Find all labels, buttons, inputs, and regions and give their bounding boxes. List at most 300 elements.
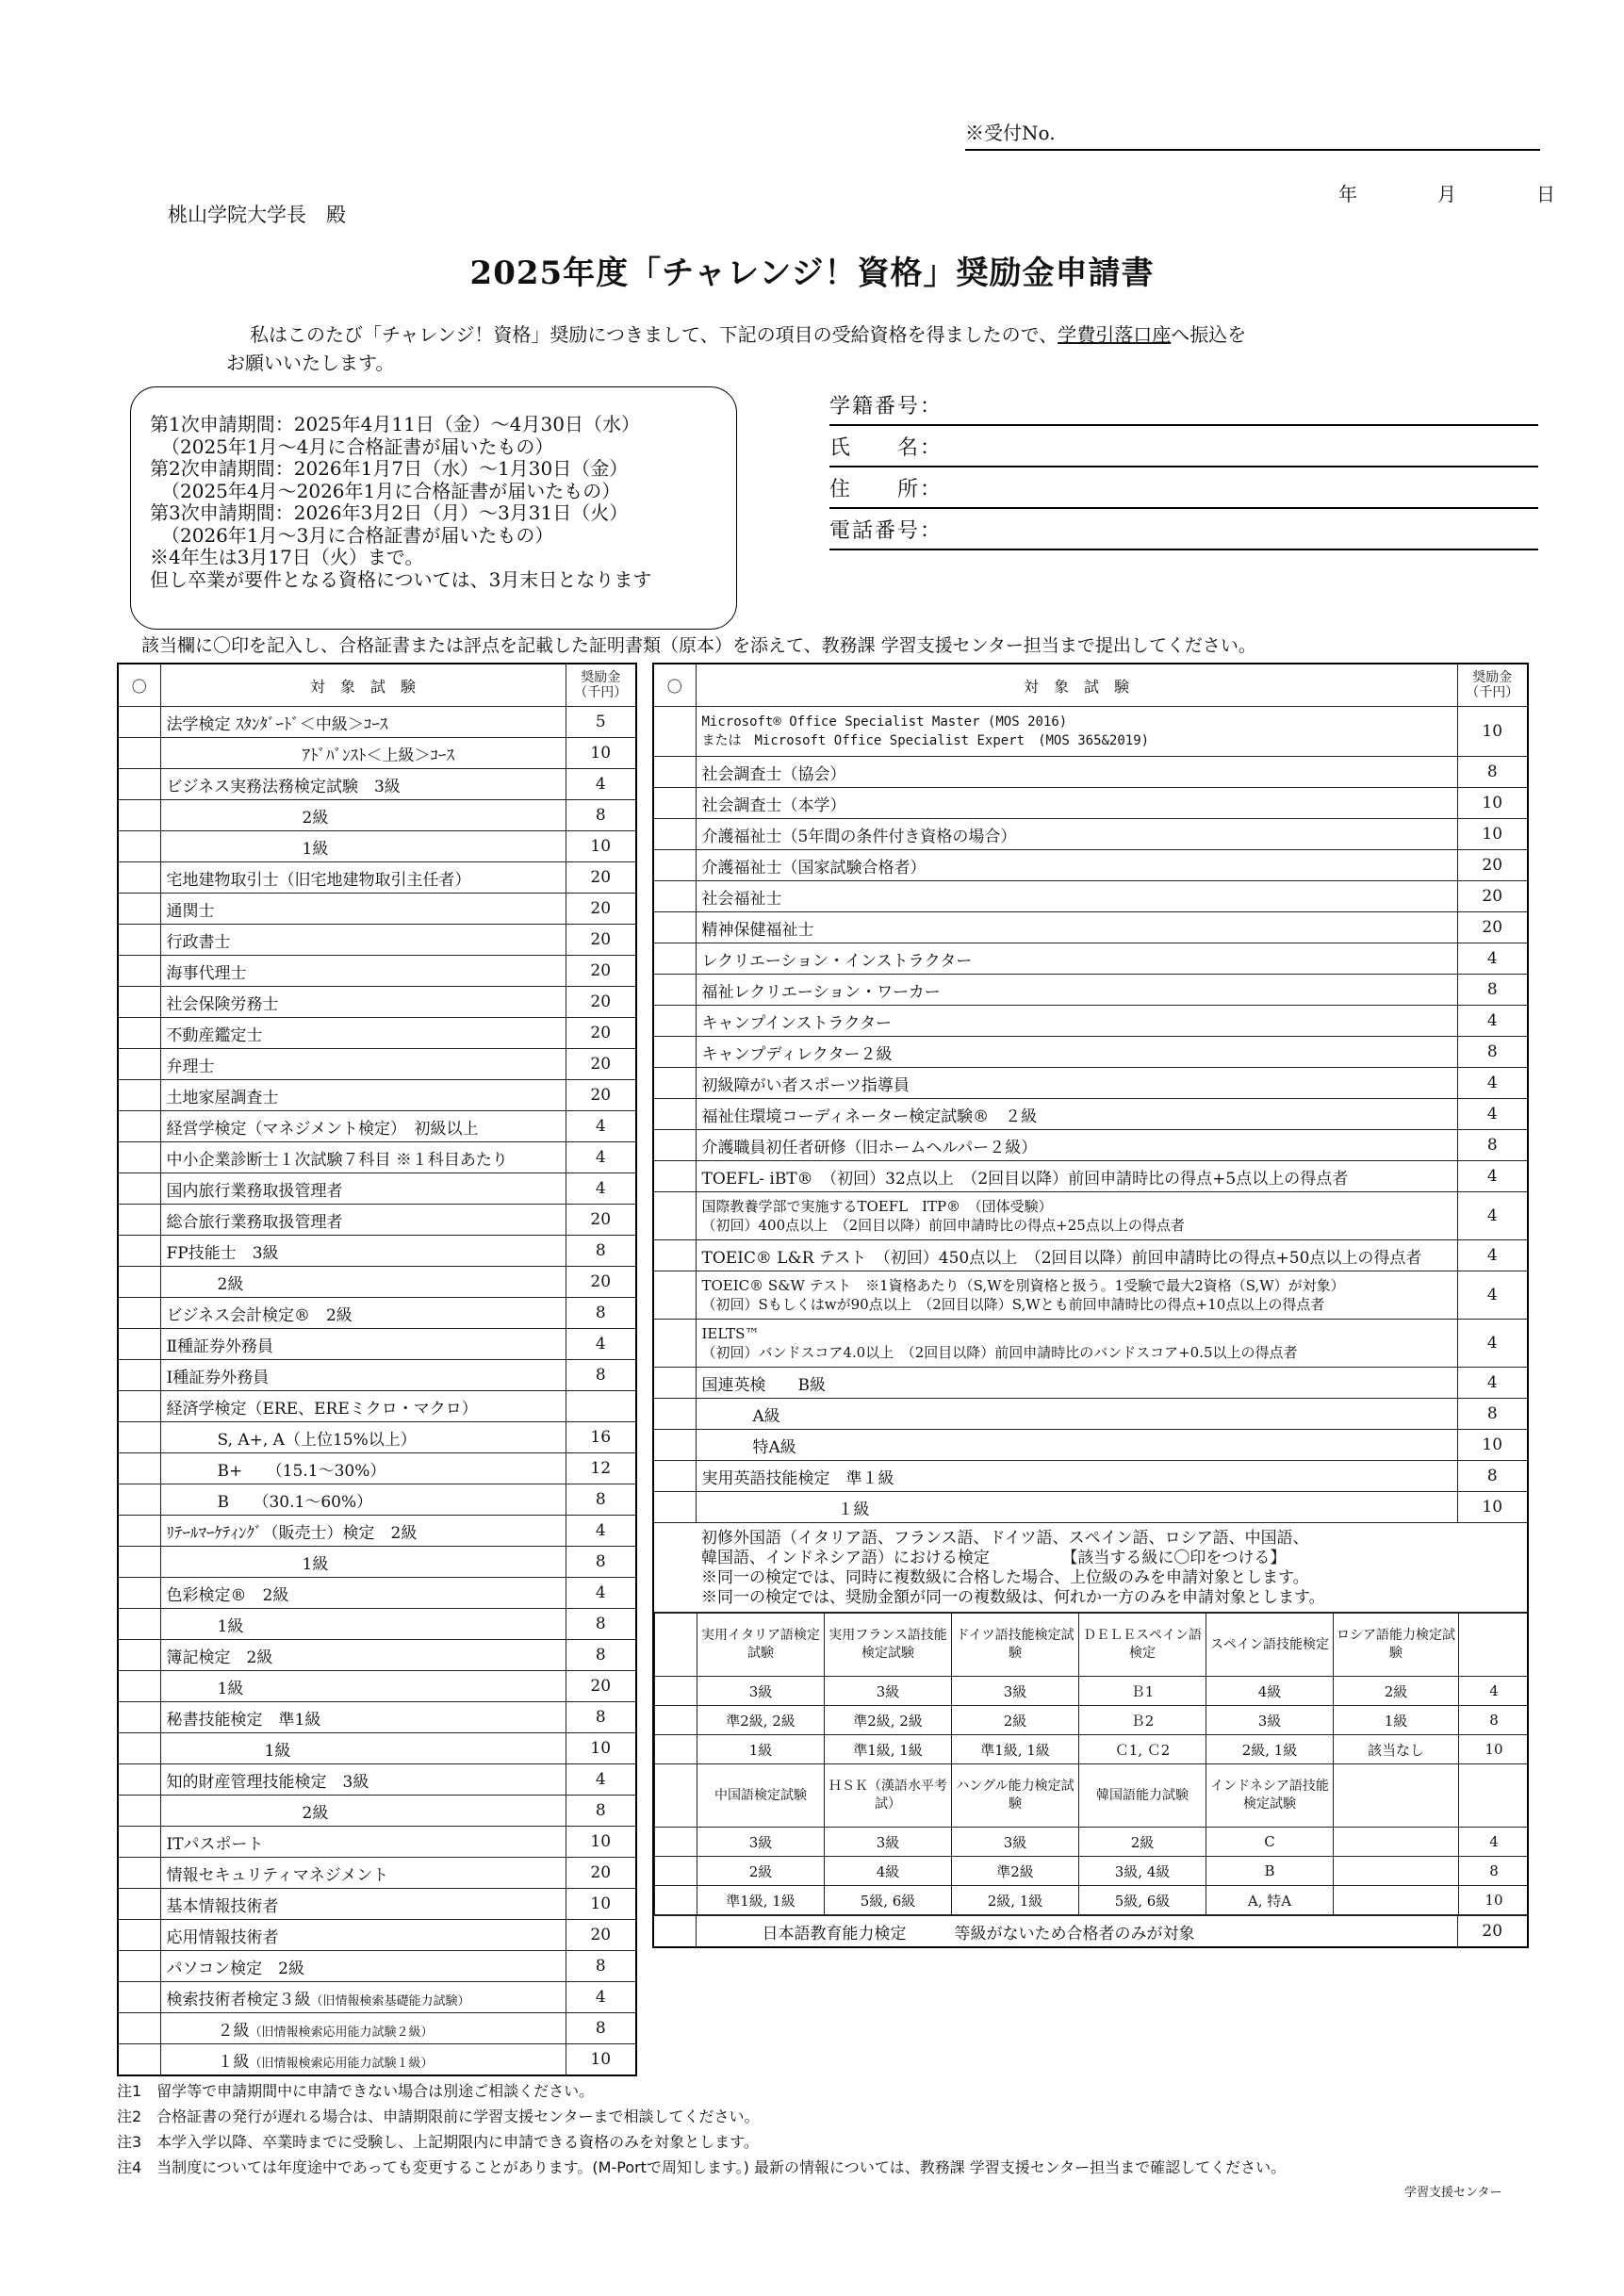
circle-cell[interactable] <box>118 1205 160 1236</box>
circle-cell[interactable] <box>653 1006 696 1037</box>
language-level-cell[interactable]: 2級 <box>1079 1828 1206 1857</box>
grid-spacer <box>655 1886 697 1915</box>
exam-name-text: 2級 <box>302 1803 329 1823</box>
language-level-cell[interactable]: Ｃ1, Ｃ2 <box>1079 1735 1206 1764</box>
prize-amount: 8 <box>1457 1037 1528 1068</box>
period-3: 第3次申請期間：2026年3月2日（月）～3月31日（火） <box>150 501 629 524</box>
exam-row <box>653 1368 1528 1399</box>
exam-name <box>160 1298 566 1329</box>
circle-cell[interactable] <box>653 1271 696 1320</box>
language-level-row <box>655 1886 1529 1915</box>
circle-cell[interactable] <box>653 1037 696 1068</box>
receipt-label: ※受付No. <box>965 122 1056 144</box>
exam-name-text: 経済学検定（ERE、EREミクロ・マクロ） <box>166 1399 478 1419</box>
language-header-row <box>655 1614 1529 1677</box>
exam-name-line-1: TOEIC® S&W テスト ※1資格あたり（S,Wを別資格と扱う。1受験で最大2資格（S,W）が対象） <box>701 1277 1345 1294</box>
exam-row <box>118 1547 636 1578</box>
language-level-cell[interactable]: Ｂ1 <box>1079 1677 1206 1706</box>
exam-name <box>160 1205 566 1236</box>
exam-name-text: Ⅱ種証券外務員 <box>166 1337 274 1356</box>
exam-name <box>696 943 1457 975</box>
exam-name-text: 海事代理士 <box>166 963 247 983</box>
exam-name <box>696 1130 1457 1161</box>
circle-cell[interactable] <box>118 1547 160 1578</box>
language-intro-line: ※同一の検定では、奨励金額が同一の複数級は、何れか一方のみを申請対象とします。 <box>701 1588 1325 1607</box>
grid-spacer <box>655 1706 697 1735</box>
exam-row <box>653 819 1528 850</box>
language-exam-header: ロシア語能力検定試験 <box>1334 1614 1459 1677</box>
language-level-cell[interactable]: 5級, 6級 <box>825 1886 952 1915</box>
prize-amount: 10 <box>566 738 636 769</box>
prize-amount: 20 <box>566 1671 636 1702</box>
tuition-account-text: 学費引落口座 <box>1058 323 1172 346</box>
intro-text <box>226 320 1433 377</box>
language-exam-header: インドネシア語技能検定試験 <box>1206 1764 1334 1828</box>
language-level-row <box>655 1677 1529 1706</box>
exam-name <box>696 1099 1457 1130</box>
exam-row <box>118 1484 636 1516</box>
grid-spacer <box>655 1614 697 1677</box>
prize-amount: 8 <box>566 1951 636 1982</box>
exam-row <box>653 1320 1528 1368</box>
circle-cell[interactable] <box>653 912 696 943</box>
exam-row <box>118 1920 636 1951</box>
exam-name-text: 色彩検定® 2級 <box>166 1585 289 1605</box>
exam-row <box>653 1492 1528 1523</box>
right-exam-table <box>652 663 1529 1948</box>
date-field <box>1338 179 1555 206</box>
language-level-cell[interactable]: 4級 <box>825 1857 952 1886</box>
circle-cell[interactable] <box>653 1240 696 1271</box>
prize-amount: 4 <box>1457 1099 1528 1130</box>
language-level-cell[interactable]: C <box>1206 1828 1334 1857</box>
circle-cell[interactable] <box>118 738 160 769</box>
prize-amount: 20 <box>566 1267 636 1298</box>
circle-cell[interactable] <box>118 1920 160 1951</box>
language-exam-header: 韓国語能力試験 <box>1079 1764 1206 1828</box>
language-level-cell[interactable]: 2級, 1級 <box>1206 1735 1334 1764</box>
prize-amount: 4 <box>1459 1828 1529 1857</box>
circle-cell[interactable] <box>118 1951 160 1982</box>
prize-column-header <box>1457 664 1528 707</box>
period-2: 第2次申請期間：2026年1月7日（水）～1月30日（金） <box>150 457 629 480</box>
language-level-cell[interactable]: 準1級, 1級 <box>697 1886 825 1915</box>
exam-name: 日本語教育能力検定 等級がないため合格者のみが対象 <box>696 1916 1457 1948</box>
language-level-cell[interactable]: 準1級, 1級 <box>825 1735 952 1764</box>
exam-name-text: ビジネス会計検定® 2級 <box>166 1305 353 1325</box>
exam-name-text: ２級 <box>217 2021 250 2041</box>
exam-row <box>653 1037 1528 1068</box>
note-2: 注2 合格証書の発行が遅れる場合は、申請期限前に学習支援センターまで相談してください。 <box>117 2107 760 2125</box>
circle-cell[interactable] <box>118 1049 160 1080</box>
exam-name-text: 介護福祉士（国家試験合格者） <box>701 858 927 877</box>
exam-name-line-2: または Microsoft Office Specialist Expert (MOS 365&2019) <box>701 733 1150 748</box>
name-field[interactable] <box>829 426 1538 467</box>
exam-name <box>160 1422 566 1453</box>
language-level-cell[interactable]: 2級, 1級 <box>952 1886 1079 1915</box>
prize-amount: 20 <box>566 1858 636 1889</box>
circle-cell[interactable] <box>653 943 696 975</box>
language-level-cell[interactable]: 3級 <box>697 1677 825 1706</box>
language-intro-line: ※同一の検定では、同時に複数級に合格した場合、上位級のみを申請対象とします。 <box>701 1568 1309 1587</box>
exam-name-text: 簿記検定 2級 <box>166 1648 273 1667</box>
circle-cell[interactable] <box>118 1858 160 1889</box>
circle-cell[interactable] <box>653 975 696 1006</box>
circle-cell[interactable] <box>653 707 696 757</box>
circle-cell[interactable] <box>118 956 160 987</box>
circle-cell[interactable] <box>118 1236 160 1267</box>
exam-row <box>653 1461 1528 1492</box>
circle-cell[interactable] <box>118 1484 160 1516</box>
exam-name-line-1: 国際教養学部で実施するTOEFL ITP® （団体受験） <box>701 1198 1053 1215</box>
language-level-cell[interactable]: 3級 <box>825 1828 952 1857</box>
prize-amount: 8 <box>1459 1706 1529 1735</box>
language-level-cell[interactable]: 該当なし <box>1334 1735 1459 1764</box>
prize-amount <box>566 1391 636 1422</box>
exam-name-text: 社会福祉士 <box>701 889 782 909</box>
circle-cell[interactable] <box>118 1111 160 1142</box>
exam-name-text: 情報セキュリティマネジメント <box>166 1865 389 1885</box>
circle-cell[interactable] <box>653 1161 696 1192</box>
language-level-cell[interactable]: 3級 <box>952 1677 1079 1706</box>
exam-row <box>118 1889 636 1920</box>
circle-cell[interactable] <box>653 1192 696 1240</box>
exam-name <box>696 1492 1457 1523</box>
language-level-cell[interactable]: 1級 <box>1334 1706 1459 1735</box>
prize-header-line-2: （千円） <box>1466 685 1519 700</box>
exam-row <box>653 1399 1528 1430</box>
exam-name <box>696 757 1457 788</box>
exam-row <box>118 769 636 800</box>
circle-cell[interactable] <box>118 987 160 1018</box>
grid-spacer <box>655 1828 697 1857</box>
graduation-note: 但し卒業が要件となる資格については、3月末日となります <box>150 567 652 591</box>
exam-name-text: ビジネス実務法務検定試験 3級 <box>166 777 401 796</box>
exam-name-text: 精神保健福祉士 <box>701 920 814 940</box>
language-level-cell[interactable]: 4級 <box>1206 1677 1334 1706</box>
exam-row <box>118 1640 636 1671</box>
footer-office-name: 学習支援センター <box>1404 2186 1502 2200</box>
circle-cell[interactable] <box>118 1671 160 1702</box>
exam-name <box>696 1192 1457 1240</box>
circle-cell[interactable] <box>118 1827 160 1858</box>
exam-name <box>696 1320 1457 1368</box>
exam-name <box>160 1329 566 1360</box>
prize-amount: 4 <box>1457 1006 1528 1037</box>
grid-spacer <box>655 1677 697 1706</box>
prize-amount: 8 <box>566 1796 636 1827</box>
circle-cell[interactable] <box>653 1430 696 1461</box>
prize-amount: 8 <box>1459 1857 1529 1886</box>
prize-amount: 8 <box>1457 1461 1528 1492</box>
grid-spacer <box>1459 1614 1529 1677</box>
circle-cell[interactable] <box>653 757 696 788</box>
prize-amount: 10 <box>566 2044 636 2076</box>
prize-amount: 8 <box>566 1640 636 1671</box>
exam-name <box>160 1578 566 1609</box>
prize-amount: 8 <box>566 1236 636 1267</box>
circle-cell[interactable] <box>653 1492 696 1523</box>
language-grid-row <box>653 1613 1528 1916</box>
name-label: 氏 名： <box>829 436 943 460</box>
language-level-row <box>655 1735 1529 1764</box>
exam-name <box>160 831 566 862</box>
circle-cell[interactable] <box>118 925 160 956</box>
language-level-cell[interactable]: 3級 <box>952 1828 1079 1857</box>
circle-cell[interactable] <box>653 881 696 912</box>
grid-spacer <box>1334 1764 1459 1828</box>
language-exam-header: ドイツ語技能検定試験 <box>952 1614 1079 1677</box>
exam-name-text: 応用情報技術者 <box>166 1927 279 1947</box>
circle-cell[interactable] <box>118 2044 160 2076</box>
exam-name-text: 介護職員初任者研修（旧ホームヘルパー２級） <box>701 1138 1038 1157</box>
student-number-field[interactable] <box>829 385 1538 426</box>
circle-cell[interactable] <box>118 707 160 738</box>
circle-cell[interactable] <box>118 800 160 831</box>
prize-amount: 10 <box>1459 1886 1529 1915</box>
exam-name <box>160 1796 566 1827</box>
applicant-info <box>829 385 1538 550</box>
exam-name <box>696 1161 1457 1192</box>
circle-cell[interactable] <box>653 850 696 881</box>
exam-name <box>160 925 566 956</box>
intro-line-2: お願いいたします。 <box>226 352 395 374</box>
exam-name-text: 経営学検定（マネジメント検定） 初級以上 <box>166 1119 479 1139</box>
exam-row <box>653 1192 1528 1240</box>
circle-cell[interactable] <box>118 1018 160 1049</box>
exam-name-text: パソコン検定 2級 <box>166 1959 304 1978</box>
exam-row <box>118 1702 636 1733</box>
exam-name <box>160 1609 566 1640</box>
circle-cell[interactable] <box>118 1142 160 1173</box>
language-level-row <box>655 1857 1529 1886</box>
language-level-cell[interactable]: 3級 <box>697 1828 825 1857</box>
exam-name <box>160 1173 566 1205</box>
exam-row <box>118 1827 636 1858</box>
exam-name-text: 秘書技能検定 準1級 <box>166 1710 321 1730</box>
language-level-cell[interactable]: 2級 <box>952 1706 1079 1735</box>
exam-name-text: 福祉住環境コーディネーター検定試験® ２級 <box>701 1107 1038 1126</box>
exam-row <box>118 1609 636 1640</box>
exam-name <box>160 1920 566 1951</box>
circle-cell[interactable] <box>118 1982 160 2013</box>
circle-cell[interactable] <box>118 1578 160 1609</box>
language-level-cell[interactable]: 準2級, 2級 <box>697 1706 825 1735</box>
exam-row <box>118 1142 636 1173</box>
exam-name-text: 法学検定 ｽﾀﾝﾀﾞｰﾄﾞ＜中級＞ｺｰｽ <box>166 714 388 734</box>
circle-cell[interactable] <box>653 1130 696 1161</box>
language-level-cell[interactable]: 準1級, 1級 <box>952 1735 1079 1764</box>
exam-row <box>118 1298 636 1329</box>
exam-name-text: キャンプディレクター２級 <box>701 1044 893 1064</box>
circle-cell[interactable] <box>118 1422 160 1453</box>
exam-row <box>653 1068 1528 1099</box>
period-3-note: （2026年1月～3月に合格証書が届いたもの） <box>161 523 554 547</box>
exam-name <box>696 707 1457 757</box>
prize-amount: 8 <box>566 800 636 831</box>
prize-amount: 4 <box>566 1111 636 1142</box>
prize-amount: 20 <box>566 1049 636 1080</box>
exam-name-text: TOEIC® L&R テスト （初回）450点以上 （2回目以降）前回申請時比の得点+50点以上の得点者 <box>701 1248 1422 1268</box>
exam-name <box>160 2044 566 2076</box>
exam-row <box>118 925 636 956</box>
prize-amount: 20 <box>566 987 636 1018</box>
language-level-cell[interactable]: 準2級 <box>952 1857 1079 1886</box>
language-level-cell[interactable]: 2級 <box>1334 1677 1459 1706</box>
prize-amount: 5 <box>566 707 636 738</box>
circle-cell[interactable] <box>118 1609 160 1640</box>
prize-amount: 4 <box>1457 943 1528 975</box>
circle-cell[interactable] <box>118 1640 160 1671</box>
prize-amount: 4 <box>566 1982 636 2013</box>
exam-name-text: FP技能士 3級 <box>166 1243 279 1263</box>
circle-cell[interactable] <box>118 1080 160 1111</box>
exam-name-line-1: Microsoft® Office Specialist Master (MOS 2016) <box>701 714 1068 730</box>
address-field[interactable] <box>829 467 1538 509</box>
exam-row <box>118 1267 636 1298</box>
language-level-cell[interactable]: 準2級, 2級 <box>825 1706 952 1735</box>
circle-cell[interactable] <box>118 1796 160 1827</box>
exam-row <box>118 1329 636 1360</box>
language-header-row <box>655 1764 1529 1828</box>
exam-name-line-1: IELTS™ <box>701 1325 760 1342</box>
prize-amount: 10 <box>566 831 636 862</box>
exam-name <box>160 1236 566 1267</box>
exam-row <box>653 1161 1528 1192</box>
circle-cell[interactable] <box>118 1391 160 1422</box>
exam-name-text: 基本情報技術者 <box>166 1896 279 1916</box>
exam-name-text: 検索技術者検定３級 <box>166 1990 311 2009</box>
prize-amount: 20 <box>1457 1916 1528 1948</box>
language-level-cell[interactable]: Ｂ2 <box>1079 1706 1206 1735</box>
exam-name-text: 中小企業診断士１次試験７科目 ※１科目あたり <box>166 1150 508 1170</box>
exam-row <box>118 1236 636 1267</box>
language-level-cell[interactable]: A, 特A <box>1206 1886 1334 1915</box>
language-level-cell[interactable]: 1級 <box>697 1735 825 1764</box>
exam-name <box>160 1080 566 1111</box>
circle-cell[interactable] <box>118 1173 160 1205</box>
exam-row <box>118 1671 636 1702</box>
exam-row <box>118 800 636 831</box>
exam-row <box>118 1951 636 1982</box>
exam-name <box>160 1484 566 1516</box>
exam-name <box>160 707 566 738</box>
exam-name-text: 知的財産管理技能検定 3級 <box>166 1772 369 1792</box>
circle-cell[interactable] <box>118 2013 160 2044</box>
exam-name <box>696 1368 1457 1399</box>
circle-cell[interactable] <box>118 1298 160 1329</box>
exam-name <box>160 1142 566 1173</box>
prize-amount: 4 <box>566 1329 636 1360</box>
circle-cell[interactable] <box>118 1764 160 1796</box>
circle-cell[interactable] <box>653 1399 696 1430</box>
circle-cell[interactable] <box>118 1329 160 1360</box>
prize-amount: 4 <box>1459 1677 1529 1706</box>
prize-amount: 4 <box>566 1764 636 1796</box>
phone-field[interactable] <box>829 509 1538 550</box>
circle-cell[interactable] <box>118 831 160 862</box>
prize-amount: 10 <box>566 1889 636 1920</box>
circle-cell[interactable] <box>118 1889 160 1920</box>
circle-cell[interactable] <box>118 1267 160 1298</box>
exam-name-text: B+ （15.1～30%） <box>217 1461 386 1481</box>
prize-amount: 8 <box>566 1547 636 1578</box>
prize-amount: 10 <box>566 1733 636 1764</box>
grid-spacer <box>1334 1828 1459 1857</box>
circle-cell[interactable] <box>653 1099 696 1130</box>
addressee: 桃山学院大学長 殿 <box>168 204 346 226</box>
exam-name-line-2: （初回）バンドスコア4.0以上 （2回目以降）前回申請時比のバンドスコア+0.5以上の得点者 <box>701 1344 1298 1361</box>
circle-cell[interactable] <box>118 1360 160 1391</box>
prize-column-header <box>566 664 636 707</box>
exam-name <box>160 1827 566 1858</box>
prize-amount: 20 <box>1457 912 1528 943</box>
exam-name <box>696 788 1457 819</box>
circle-cell[interactable] <box>653 1068 696 1099</box>
exam-name <box>160 1516 566 1547</box>
note-4: 注4 当制度については年度途中であっても変更することがあります。(M-Portで周知します。) 最新の情報については、教務課 学習支援センター担当まで確認してください。 <box>117 2158 1287 2176</box>
circle-cell[interactable] <box>118 894 160 925</box>
circle-cell[interactable] <box>118 1733 160 1764</box>
exam-name-text: 土地家屋調査士 <box>166 1088 279 1107</box>
circle-cell[interactable] <box>118 1453 160 1484</box>
circle-cell[interactable] <box>118 862 160 894</box>
language-exam-header: 実用フランス語技能検定試験 <box>825 1614 952 1677</box>
circle-column-header: 〇 <box>653 664 696 707</box>
circle-cell[interactable] <box>653 1368 696 1399</box>
exam-row <box>653 881 1528 912</box>
prize-amount: 20 <box>566 1205 636 1236</box>
exam-name-text: 総合旅行業務取扱管理者 <box>166 1212 343 1232</box>
circle-cell[interactable] <box>653 1916 696 1948</box>
prize-amount: 10 <box>1457 788 1528 819</box>
circle-cell[interactable] <box>118 769 160 800</box>
exam-name-text: A級 <box>752 1406 780 1426</box>
exam-name <box>696 1399 1457 1430</box>
exam-name-text: ﾘﾃｰﾙﾏｰｹﾃｨﾝｸﾞ（販売士）検定 2級 <box>166 1523 418 1543</box>
exam-row <box>118 1733 636 1764</box>
circle-cell[interactable] <box>653 1320 696 1368</box>
language-level-cell[interactable]: 5級, 6級 <box>1079 1886 1206 1915</box>
circle-cell[interactable] <box>653 1461 696 1492</box>
circle-cell[interactable] <box>118 1516 160 1547</box>
prize-amount: 10 <box>1459 1735 1529 1764</box>
circle-cell[interactable] <box>653 819 696 850</box>
exam-name <box>696 1461 1457 1492</box>
address-label: 住 所： <box>829 478 943 501</box>
right-table-header <box>653 664 1528 707</box>
student-number-label: 学籍番号： <box>829 395 943 418</box>
exam-name-text: キャンプインストラクター <box>701 1013 893 1033</box>
language-level-cell[interactable]: B <box>1206 1857 1334 1886</box>
exam-name-text: S, A+, A（上位15%以上） <box>217 1430 417 1450</box>
prize-amount: 20 <box>566 925 636 956</box>
language-level-cell[interactable]: 3級, 4級 <box>1079 1857 1206 1886</box>
grid-spacer <box>1459 1764 1529 1828</box>
prize-amount: 12 <box>566 1453 636 1484</box>
date-day-label: 日 <box>1536 183 1555 205</box>
language-level-cell[interactable]: 2級 <box>697 1857 825 1886</box>
circle-cell[interactable] <box>653 788 696 819</box>
language-level-cell[interactable]: 3級 <box>825 1677 952 1706</box>
prize-amount: 20 <box>566 894 636 925</box>
language-exam-header: ハングル能力検定試験 <box>952 1764 1079 1828</box>
circle-cell[interactable] <box>118 1702 160 1733</box>
exam-row <box>653 1130 1528 1161</box>
language-level-cell[interactable]: 3級 <box>1206 1706 1334 1735</box>
exam-name <box>696 1068 1457 1099</box>
exam-name <box>160 738 566 769</box>
